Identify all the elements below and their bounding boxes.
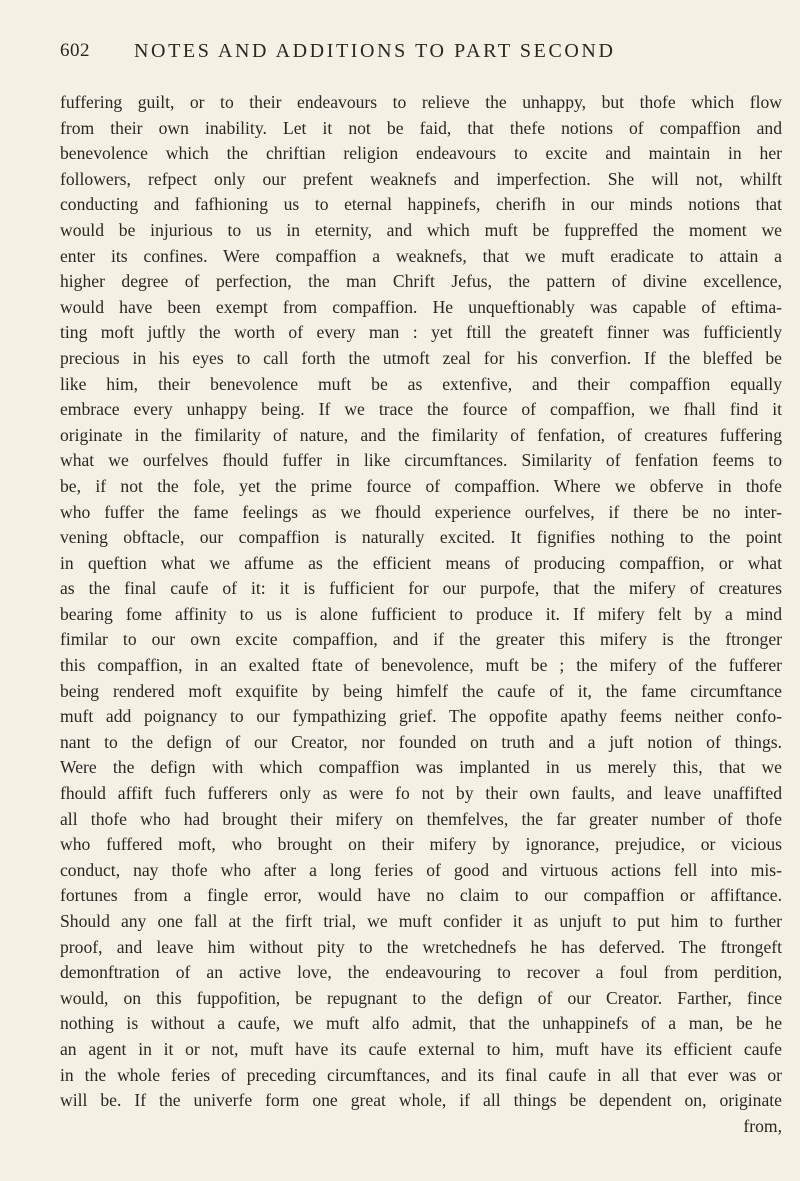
text-line: higher degree of perfection, the man Chrift Jefus, the pattern of divine excellence, — [60, 271, 782, 292]
text-line: muft add poignancy to our fympathizing grief. The oppofite apathy feems neither confo- — [60, 706, 782, 727]
text-line: like him, their benevolence muft be as extenfive, and their compaffion equally — [60, 373, 782, 394]
text-line: will be. If the univerfe form one great whole, if all things be dependent on, originate — [60, 1090, 782, 1111]
text-line: would be injurious to us in eternity, and which muft be fuppreffed the moment we — [60, 219, 782, 240]
text-line: nant to the defign of our Creator, nor founded on truth and a juft notion of things. — [60, 731, 782, 752]
text-line: nothing is without a caufe, we muft alfo admit, that the unhappinefs of a man, be he — [60, 1013, 782, 1034]
text-line: be, if not the fole, yet the prime fource of compaffion. Where we obferve in thofe — [60, 475, 782, 496]
text-line: in the whole feries of preceding circumftances, and its final caufe in all that ever was or — [60, 1064, 782, 1085]
text-line: proof, and leave him without pity to the wretchednefs he has deferved. The ftrongeft — [60, 936, 782, 957]
text-line: fhould affift fuch fufferers only as were fo not by their own faults, and leave unaffifted — [60, 783, 782, 804]
text-line: fuffering guilt, or to their endeavours to relieve the unhappy, but thofe which flow — [60, 92, 782, 112]
text-line: precious in his eyes to call forth the utmoft zeal for his converfion. If the bleffed be — [60, 347, 782, 368]
page-header — [60, 40, 780, 70]
text-line: originate in the fimilarity of nature, and the fimilarity of fenfation, of creatures fuffering — [60, 424, 782, 445]
running-head: NOTES AND ADDITIONS TO PART SECOND — [134, 40, 616, 62]
text-line: followers, refpect only our prefent weaknefs and imperfection. She will not, whilft — [60, 168, 782, 189]
text-line: conducting and fafhioning us to eternal happinefs, cherifh in our minds notions that — [60, 194, 782, 215]
text-line: conduct, nay thofe who after a long feries of good and virtuous actions fell into mis- — [60, 859, 782, 880]
text-line: ting moft juftly the worth of every man : yet ftill the greateft finner was fufficiently — [60, 322, 782, 343]
text-line: Should any one fall at the firft trial, we muft confider it as unjuft to put him to further — [60, 911, 782, 931]
text-line: who fuffer the fame feelings as we fhould experience ourfelves, if there be no inter- — [60, 501, 782, 522]
text-line: all thofe who had brought their mifery on themfelves, the far greater number of thofe — [60, 808, 782, 829]
text-line: what we ourfelves fhould fuffer in like circumftances. Similarity of fenfation feems to — [60, 450, 782, 471]
text-line: from their own inability. Let it not be faid, that thefe notions of compaffion and — [60, 117, 782, 138]
text-line: vening obftacle, our compaffion is naturally excited. It fignifies nothing to the point — [60, 527, 782, 548]
text-line: who fuffered moft, who brought on their mifery by ignorance, prejudice, or vicious — [60, 834, 782, 855]
text-line: this compaffion, in an exalted ftate of benevolence, muft be ; the mifery of the fufferer — [60, 655, 782, 676]
text-line: in queftion what we affume as the efficient means of producing compaffion, or what — [60, 552, 782, 573]
body-text — [60, 90, 782, 1139]
text-line: fortunes from a fingle error, would have no claim to our compaffion or affiftance. — [60, 885, 782, 906]
text-line: bearing fome affinity to us is alone fufficient to produce it. If mifery felt by a mind — [60, 603, 782, 624]
text-line: would have been exempt from compaffion. He unqueftionably was capable of eftima- — [60, 296, 782, 317]
text-line: fimilar to our own excite compaffion, and if the greater this mifery is the ftronger — [60, 629, 782, 650]
text-line: demonftration of an active love, the endeavouring to recover a foul from perdition, — [60, 962, 782, 983]
text-line: as the final caufe of it: it is fufficient for our purpofe, that the mifery of creatures — [60, 578, 782, 599]
text-line: would, on this fuppofition, be repugnant to the defign of our Creator. Farther, fince — [60, 987, 782, 1008]
text-line: embrace every unhappy being. If we trace the fource of compaffion, we fhall find it — [60, 399, 782, 420]
page-number: 602 — [60, 40, 90, 61]
text-line: from, — [743, 1115, 782, 1136]
text-line: being rendered moft exquifite by being himfelf the caufe of it, the fame circumftance — [60, 680, 782, 701]
text-line: benevolence which the chriftian religion endeavours to excite and maintain in her — [60, 143, 782, 164]
text-line: an agent in it or not, muft have its caufe external to him, muft have its efficient caufe — [60, 1038, 782, 1059]
text-line: Were the defign with which compaffion was implanted in us merely this, that we — [60, 757, 782, 778]
text-line: enter its confines. Were compaffion a weaknefs, that we muft eradicate to attain a — [60, 245, 782, 266]
